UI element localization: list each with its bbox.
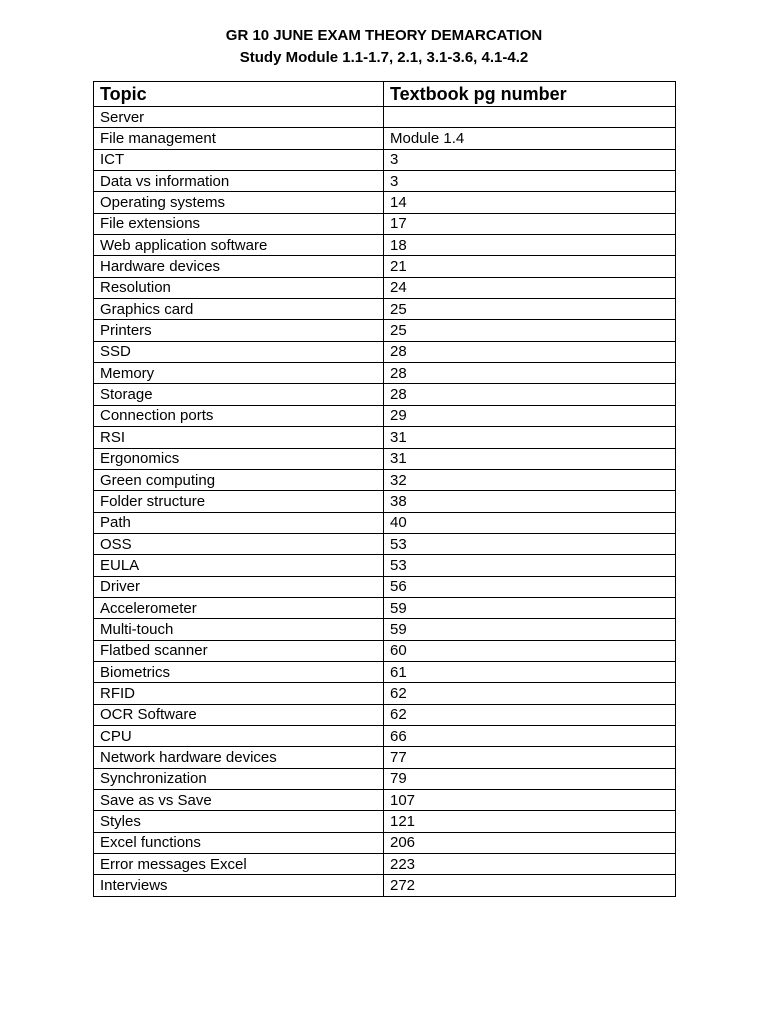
page-number-cell: 223: [384, 854, 676, 875]
table-row: [94, 747, 676, 768]
table-row: [94, 619, 676, 640]
topic-cell: Driver: [94, 576, 384, 597]
topic-cell: Server: [94, 107, 384, 128]
page-number-cell: 29: [384, 405, 676, 426]
table-row: [94, 448, 676, 469]
topic-cell: Resolution: [94, 277, 384, 298]
topic-cell: Save as vs Save: [94, 790, 384, 811]
table-row: [94, 725, 676, 746]
table-body: [94, 107, 676, 897]
table-row: [94, 341, 676, 362]
topic-cell: Data vs information: [94, 171, 384, 192]
table-row: [94, 683, 676, 704]
topic-cell: Ergonomics: [94, 448, 384, 469]
table-row: [94, 704, 676, 725]
topic-cell: File management: [94, 128, 384, 149]
page-number-cell: 28: [384, 384, 676, 405]
topic-cell: Flatbed scanner: [94, 640, 384, 661]
topic-cell: Green computing: [94, 469, 384, 490]
topic-cell: Operating systems: [94, 192, 384, 213]
page-number-cell: 40: [384, 512, 676, 533]
table-row: [94, 277, 676, 298]
table-row: [94, 832, 676, 853]
table-row: [94, 192, 676, 213]
column-header-page-number: Textbook pg number: [384, 82, 676, 107]
page-number-cell: Module 1.4: [384, 128, 676, 149]
page-number-cell: 31: [384, 448, 676, 469]
page-number-cell: 14: [384, 192, 676, 213]
table-row: [94, 107, 676, 128]
table-row: [94, 128, 676, 149]
page-number-cell: 107: [384, 790, 676, 811]
page-number-cell: 28: [384, 363, 676, 384]
page-number-cell: 53: [384, 533, 676, 554]
topic-cell: Styles: [94, 811, 384, 832]
page-number-cell: 121: [384, 811, 676, 832]
page-number-cell: 272: [384, 875, 676, 896]
column-header-topic: Topic: [94, 82, 384, 107]
page-number-cell: 62: [384, 683, 676, 704]
topic-cell: Network hardware devices: [94, 747, 384, 768]
table-row: [94, 491, 676, 512]
topic-cell: ICT: [94, 149, 384, 170]
page-number-cell: [384, 107, 676, 128]
page-number-cell: 25: [384, 320, 676, 341]
document-title: GR 10 JUNE EXAM THEORY DEMARCATION: [225, 27, 543, 44]
topic-cell: Error messages Excel: [94, 854, 384, 875]
page-number-cell: 56: [384, 576, 676, 597]
page-number-cell: 62: [384, 704, 676, 725]
page-number-cell: 18: [384, 235, 676, 256]
table-row: [94, 597, 676, 618]
topic-cell: RSI: [94, 427, 384, 448]
topic-cell: Biometrics: [94, 661, 384, 682]
table-row: [94, 811, 676, 832]
topic-cell: Storage: [94, 384, 384, 405]
table-header-row: [94, 82, 676, 107]
topic-cell: Accelerometer: [94, 597, 384, 618]
table-row: [94, 299, 676, 320]
topic-cell: EULA: [94, 555, 384, 576]
topic-cell: Path: [94, 512, 384, 533]
topic-cell: Connection ports: [94, 405, 384, 426]
table-row: [94, 213, 676, 234]
document-subtitle: Study Module 1.1-1.7, 2.1, 3.1-3.6, 4.1-4.2: [239, 49, 529, 66]
topic-cell: File extensions: [94, 213, 384, 234]
page-number-cell: 3: [384, 149, 676, 170]
topic-cell: OSS: [94, 533, 384, 554]
page-number-cell: 28: [384, 341, 676, 362]
page-number-cell: 25: [384, 299, 676, 320]
topic-cell: Printers: [94, 320, 384, 341]
topic-cell: Multi-touch: [94, 619, 384, 640]
topic-cell: Memory: [94, 363, 384, 384]
page-number-cell: 66: [384, 725, 676, 746]
page-number-cell: 32: [384, 469, 676, 490]
table-row: [94, 235, 676, 256]
topic-cell: Excel functions: [94, 832, 384, 853]
page-number-cell: 61: [384, 661, 676, 682]
topic-cell: Interviews: [94, 875, 384, 896]
topic-cell: CPU: [94, 725, 384, 746]
table-header: [94, 82, 676, 107]
table-row: [94, 533, 676, 554]
table-row: [94, 149, 676, 170]
topic-cell: Graphics card: [94, 299, 384, 320]
topic-cell: Hardware devices: [94, 256, 384, 277]
table-row: [94, 405, 676, 426]
table-row: [94, 363, 676, 384]
page-number-cell: 79: [384, 768, 676, 789]
page-number-cell: 59: [384, 597, 676, 618]
table-row: [94, 640, 676, 661]
page-number-cell: 24: [384, 277, 676, 298]
page-number-cell: 3: [384, 171, 676, 192]
table-row: [94, 427, 676, 448]
topic-cell: SSD: [94, 341, 384, 362]
table-row: [94, 171, 676, 192]
topic-cell: OCR Software: [94, 704, 384, 725]
page-number-cell: 17: [384, 213, 676, 234]
topic-cell: Folder structure: [94, 491, 384, 512]
demarcation-table: [93, 81, 676, 897]
table-row: [94, 320, 676, 341]
topic-cell: RFID: [94, 683, 384, 704]
table-row: [94, 875, 676, 896]
table-row: [94, 854, 676, 875]
page-number-cell: 21: [384, 256, 676, 277]
page-number-cell: 59: [384, 619, 676, 640]
topic-cell: Synchronization: [94, 768, 384, 789]
table-row: [94, 790, 676, 811]
topic-cell: Web application software: [94, 235, 384, 256]
table-row: [94, 512, 676, 533]
page-number-cell: 206: [384, 832, 676, 853]
table-row: [94, 576, 676, 597]
page-number-cell: 31: [384, 427, 676, 448]
page-number-cell: 77: [384, 747, 676, 768]
table-row: [94, 555, 676, 576]
table-row: [94, 384, 676, 405]
page-number-cell: 53: [384, 555, 676, 576]
table-row: [94, 661, 676, 682]
page-number-cell: 60: [384, 640, 676, 661]
table-row: [94, 768, 676, 789]
table-row: [94, 256, 676, 277]
page-number-cell: 38: [384, 491, 676, 512]
table-row: [94, 469, 676, 490]
